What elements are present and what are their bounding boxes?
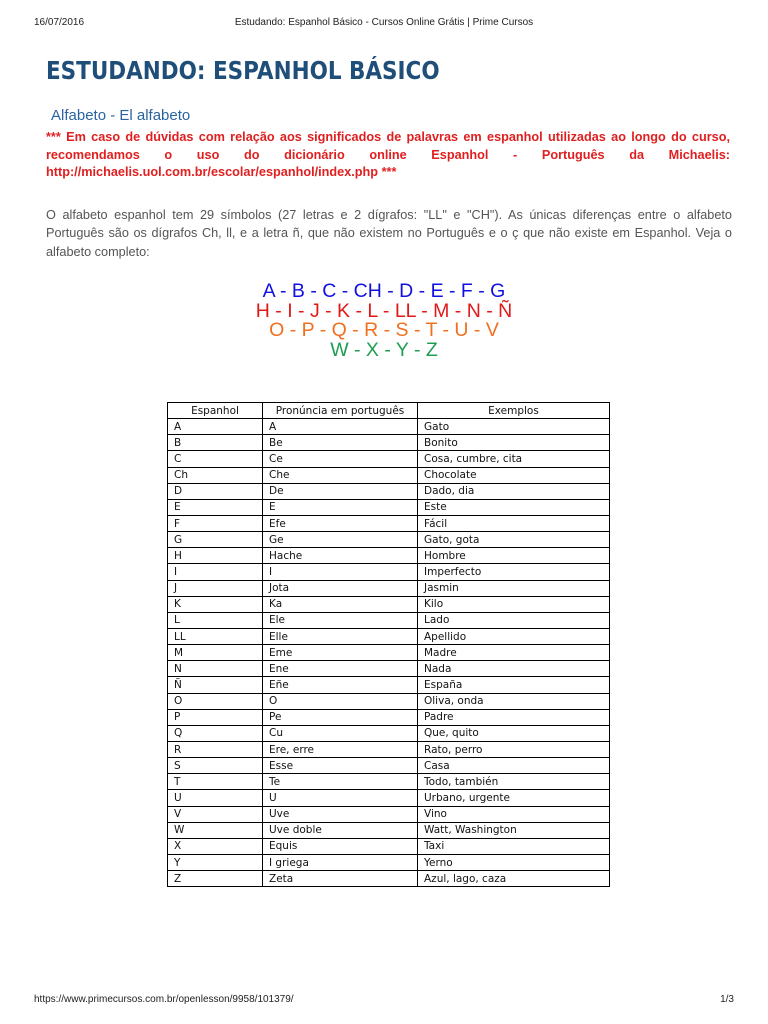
cell-letter: J xyxy=(168,580,263,596)
cell-examples: Jasmin xyxy=(418,580,610,596)
print-date: 16/07/2016 xyxy=(34,17,85,28)
cell-pronunciation: Uve xyxy=(263,806,418,822)
cell-pronunciation: Esse xyxy=(263,758,418,774)
cell-examples: Yerno xyxy=(418,854,610,870)
cell-pronunciation: Zeta xyxy=(263,871,418,887)
cell-examples: Nada xyxy=(418,661,610,677)
table-row xyxy=(168,564,610,580)
cell-examples: Cosa, cumbre, cita xyxy=(418,451,610,467)
cell-pronunciation: Pe xyxy=(263,709,418,725)
cell-pronunciation: Ele xyxy=(263,612,418,628)
notice-text: *** Em caso de dúvidas com relação aos significados de palavras em espanhol utilizadas ao longo do curso, recomendamos o uso do dicionário online Espanhol - Português da Michaelis: xyxy=(46,130,730,162)
cell-letter: V xyxy=(168,806,263,822)
table-row xyxy=(168,515,610,531)
cell-letter: Ch xyxy=(168,467,263,483)
table-row xyxy=(168,774,610,790)
column-header-pronuncia: Pronúncia em português xyxy=(263,403,418,419)
table-row xyxy=(168,741,610,757)
cell-letter: I xyxy=(168,564,263,580)
table-row xyxy=(168,854,610,870)
cell-letter: T xyxy=(168,774,263,790)
cell-pronunciation: Efe xyxy=(263,515,418,531)
cell-letter: R xyxy=(168,741,263,757)
cell-letter: Ñ xyxy=(168,677,263,693)
cell-examples: Chocolate xyxy=(418,467,610,483)
cell-examples: Madre xyxy=(418,645,610,661)
cell-examples: Imperfecto xyxy=(418,564,610,580)
cell-letter: S xyxy=(168,758,263,774)
table-row xyxy=(168,838,610,854)
table-row xyxy=(168,790,610,806)
cell-examples: Casa xyxy=(418,758,610,774)
cell-letter: F xyxy=(168,515,263,531)
dictionary-link[interactable]: http://michaelis.uol.com.br/escolar/espanhol/index.php xyxy=(46,165,379,179)
cell-pronunciation: Be xyxy=(263,435,418,451)
cell-examples: Oliva, onda xyxy=(418,693,610,709)
cell-letter: LL xyxy=(168,628,263,644)
cell-pronunciation: Te xyxy=(263,774,418,790)
alphabet-table xyxy=(167,402,610,887)
print-footer-url: https://www.primecursos.com.br/openlesson/9958/101379/ xyxy=(34,994,294,1005)
cell-letter: H xyxy=(168,548,263,564)
intro-paragraph: O alfabeto espanhol tem 29 símbolos (27 letras e 2 dígrafos: "LL" e "CH"). As únicas diferenças entre o alfabeto Português são os dígrafos Ch, ll, e a letra ñ, que não existem no Português e o ç que não existe em Espanhol. Veja o alfabeto completo: xyxy=(46,207,732,260)
cell-letter: N xyxy=(168,661,263,677)
cell-pronunciation: Hache xyxy=(263,548,418,564)
cell-letter: B xyxy=(168,435,263,451)
table-row xyxy=(168,709,610,725)
cell-pronunciation: Elle xyxy=(263,628,418,644)
cell-examples: Bonito xyxy=(418,435,610,451)
cell-examples: Taxi xyxy=(418,838,610,854)
column-header-exemplos: Exemplos xyxy=(418,403,610,419)
table-row xyxy=(168,451,610,467)
table-row xyxy=(168,419,610,435)
table-row xyxy=(168,806,610,822)
cell-letter: G xyxy=(168,532,263,548)
cell-examples: Que, quito xyxy=(418,725,610,741)
cell-pronunciation: O xyxy=(263,693,418,709)
cell-pronunciation: A xyxy=(263,419,418,435)
table-row xyxy=(168,532,610,548)
cell-pronunciation: I xyxy=(263,564,418,580)
page-number: 1/3 xyxy=(720,994,734,1005)
table-row xyxy=(168,677,610,693)
table-row xyxy=(168,467,610,483)
table-row xyxy=(168,871,610,887)
cell-examples: Fácil xyxy=(418,515,610,531)
cell-pronunciation: E xyxy=(263,499,418,515)
cell-letter: W xyxy=(168,822,263,838)
cell-pronunciation: Uve doble xyxy=(263,822,418,838)
table-header-row xyxy=(168,403,610,419)
cell-pronunciation: Ene xyxy=(263,661,418,677)
cell-examples: Kilo xyxy=(418,596,610,612)
cell-letter: D xyxy=(168,483,263,499)
alphabet-display xyxy=(0,282,768,360)
table-row xyxy=(168,483,610,499)
cell-examples: Gato, gota xyxy=(418,532,610,548)
cell-pronunciation: Che xyxy=(263,467,418,483)
table-row xyxy=(168,548,610,564)
cell-letter: U xyxy=(168,790,263,806)
cell-letter: A xyxy=(168,419,263,435)
alphabet-line-4: W - X - Y - Z xyxy=(330,338,438,361)
cell-letter: E xyxy=(168,499,263,515)
cell-examples: Urbano, urgente xyxy=(418,790,610,806)
cell-letter: C xyxy=(168,451,263,467)
cell-examples: Lado xyxy=(418,612,610,628)
cell-pronunciation: Ere, erre xyxy=(263,741,418,757)
table-row xyxy=(168,580,610,596)
cell-letter: O xyxy=(168,693,263,709)
cell-pronunciation: Cu xyxy=(263,725,418,741)
cell-examples: Azul, lago, caza xyxy=(418,871,610,887)
notice-suffix: *** xyxy=(381,165,397,179)
cell-examples: Apellido xyxy=(418,628,610,644)
cell-pronunciation: Ce xyxy=(263,451,418,467)
cell-pronunciation: I griega xyxy=(263,854,418,870)
cell-examples: Padre xyxy=(418,709,610,725)
table-body xyxy=(168,419,610,887)
table-row xyxy=(168,628,610,644)
cell-letter: K xyxy=(168,596,263,612)
table-row xyxy=(168,499,610,515)
cell-examples: Todo, también xyxy=(418,774,610,790)
cell-letter: P xyxy=(168,709,263,725)
alphabet-line-2: H - I - J - K - L - LL - M - N - Ñ xyxy=(255,299,513,322)
cell-pronunciation: Equis xyxy=(263,838,418,854)
dictionary-notice xyxy=(46,129,730,182)
cell-letter: M xyxy=(168,645,263,661)
cell-examples: Gato xyxy=(418,419,610,435)
alphabet-line-3: O - P - Q - R - S - T - U - V xyxy=(269,319,499,341)
print-header-title: Estudando: Espanhol Básico - Cursos Online Grátis | Prime Cursos xyxy=(234,17,534,28)
table-row xyxy=(168,693,610,709)
cell-examples: Este xyxy=(418,499,610,515)
table-row xyxy=(168,725,610,741)
cell-pronunciation: U xyxy=(263,790,418,806)
cell-letter: Y xyxy=(168,854,263,870)
table-row xyxy=(168,758,610,774)
cell-examples: Watt, Washington xyxy=(418,822,610,838)
cell-letter: X xyxy=(168,838,263,854)
table-row xyxy=(168,822,610,838)
cell-pronunciation: Ka xyxy=(263,596,418,612)
alphabet-line-1: A - B - C - CH - D - E - F - G xyxy=(262,280,506,302)
cell-examples: Rato, perro xyxy=(418,741,610,757)
cell-pronunciation: Ge xyxy=(263,532,418,548)
cell-pronunciation: Eñe xyxy=(263,677,418,693)
cell-letter: L xyxy=(168,612,263,628)
cell-examples: España xyxy=(418,677,610,693)
cell-pronunciation: Eme xyxy=(263,645,418,661)
cell-pronunciation: Jota xyxy=(263,580,418,596)
table-row xyxy=(168,612,610,628)
table-row xyxy=(168,661,610,677)
section-heading: Alfabeto - El alfabeto xyxy=(51,107,191,124)
table-row xyxy=(168,645,610,661)
table-row xyxy=(168,435,610,451)
cell-examples: Dado, dia xyxy=(418,483,610,499)
cell-examples: Hombre xyxy=(418,548,610,564)
cell-examples: Vino xyxy=(418,806,610,822)
cell-letter: Q xyxy=(168,725,263,741)
column-header-espanhol: Espanhol xyxy=(168,403,263,419)
table-row xyxy=(168,596,610,612)
page-title: ESTUDANDO: ESPANHOL BÁSICO xyxy=(46,56,440,85)
cell-letter: Z xyxy=(168,871,263,887)
cell-pronunciation: De xyxy=(263,483,418,499)
